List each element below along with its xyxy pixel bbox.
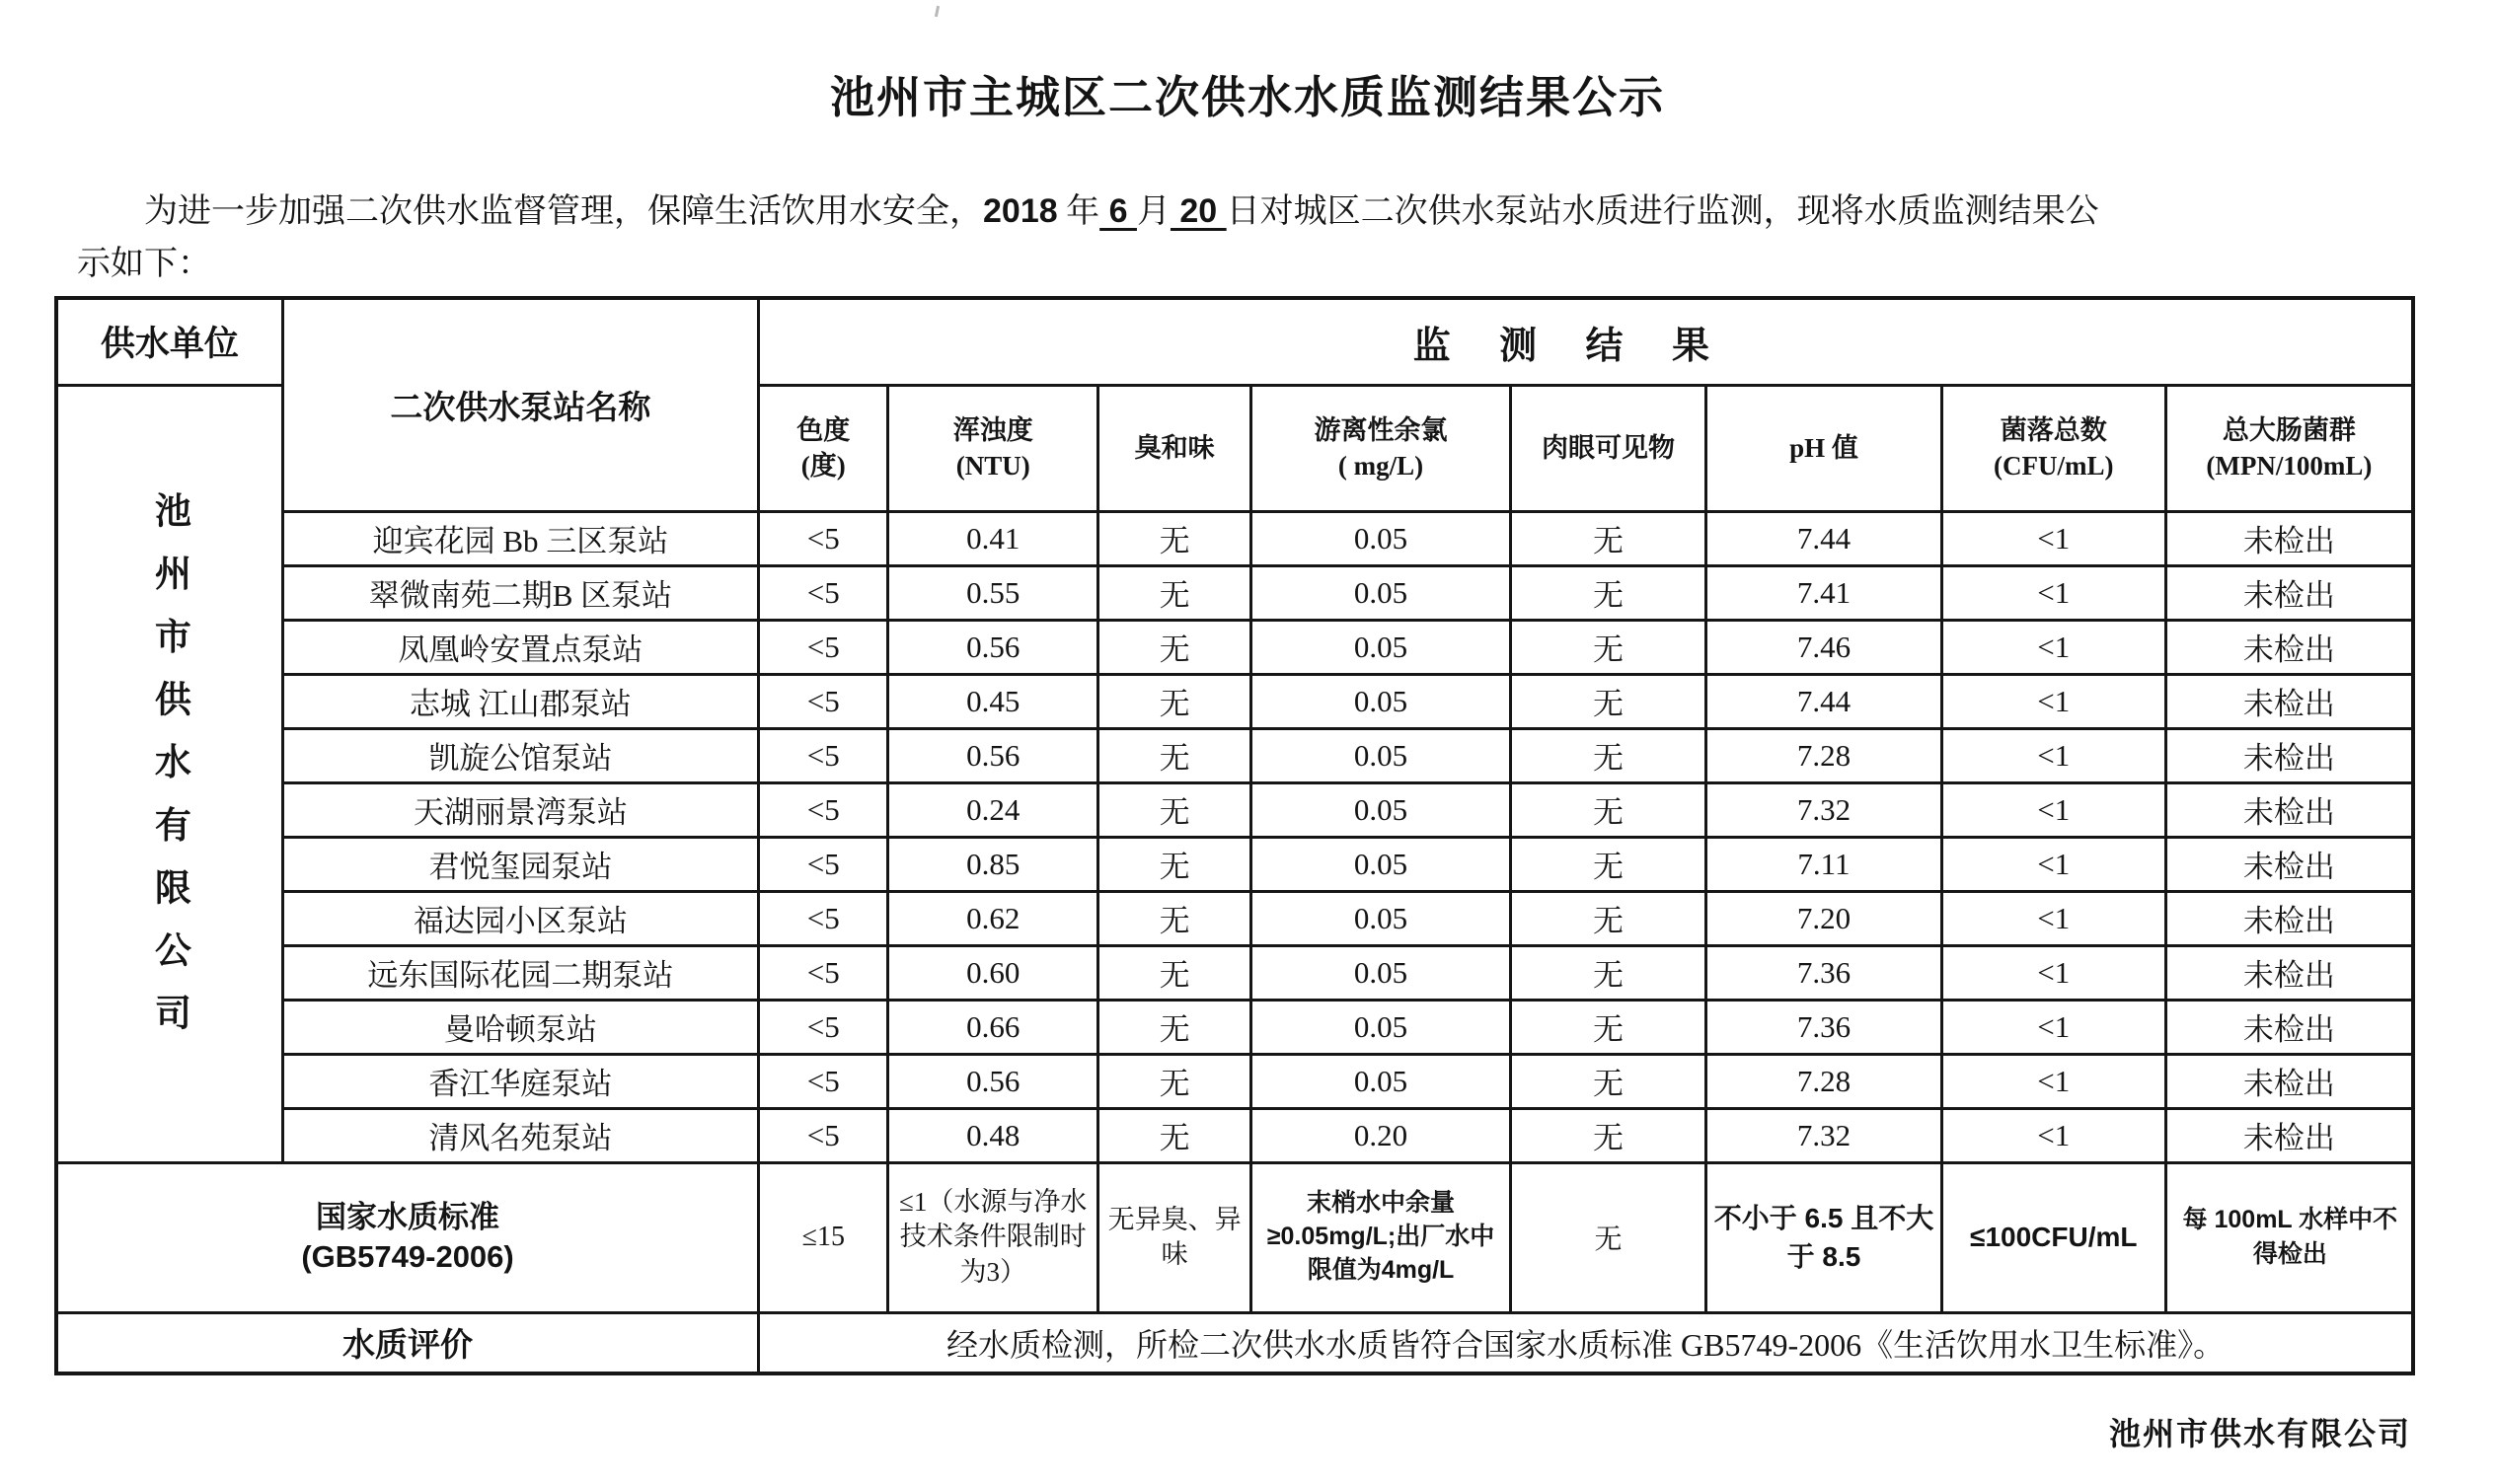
header-odor [1097,385,1250,511]
colony-value-cell: <1 [1941,1000,2165,1054]
ph-value-cell: 7.32 [1706,782,1942,837]
header-chlorine-line1: 游离性余氯 [1314,414,1448,445]
ph-value-cell: 7.44 [1706,674,1942,728]
coliform-value-cell: 未检出 [2165,945,2413,1000]
intro-day: 20 [1170,192,1227,230]
colorimetry-value-cell: <5 [759,1000,888,1054]
chlorine-value-cell: 0.05 [1251,945,1511,1000]
colorimetry-value-cell: <5 [759,511,888,565]
colorimetry-value-cell: <5 [759,1108,888,1162]
coliform-value-cell: 未检出 [2165,1054,2413,1108]
ph-value-cell: 7.11 [1706,837,1942,891]
chlorine-value-cell: 0.05 [1251,565,1511,620]
standard-colorimetry: ≤15 [759,1162,888,1312]
standard-odor: 无异臭、异味 [1097,1162,1250,1312]
colorimetry-value-cell: <5 [759,620,888,674]
turbidity-value-cell: 0.85 [888,837,1098,891]
station-name-cell: 曼哈顿泵站 [282,1000,758,1054]
chlorine-value-cell: 0.20 [1251,1108,1511,1162]
visible-value-cell: 无 [1510,620,1705,674]
header-odor-line1: 臭和味 [1134,432,1215,463]
odor-value-cell: 无 [1097,674,1250,728]
turbidity-value-cell: 0.45 [888,674,1098,728]
national-standard-row [56,1162,2413,1312]
colony-value-cell: <1 [1941,511,2165,565]
coliform-value-cell: 未检出 [2165,728,2413,782]
intro-month: 6 [1099,192,1137,230]
evaluation-text: 经水质检测，所检二次供水水质皆符合国家水质标准 GB5749-2006《生活饮用水卫生标准》。 [759,1312,2413,1373]
header-colony-line1: 菌落总数 [2000,414,2107,445]
evaluation-label: 水质评价 [56,1312,759,1373]
header-coliform-line1: 总大肠菌群 [2222,414,2356,445]
table-row [56,674,2413,728]
header-row-1 [56,298,2413,385]
intro-prefix: 为进一步加强二次供水监督管理，保障生活饮用水安全， [144,193,983,230]
odor-value-cell: 无 [1097,1108,1250,1162]
colony-value-cell: <1 [1941,782,2165,837]
intro-month-unit: 月 [1136,193,1171,230]
chlorine-value-cell: 0.05 [1251,1054,1511,1108]
table-row [56,511,2413,565]
colorimetry-value-cell: <5 [759,837,888,891]
station-name-cell: 福达园小区泵站 [282,891,758,945]
colony-value-cell: <1 [1941,1108,2165,1162]
turbidity-value-cell: 0.56 [888,620,1098,674]
ph-value-cell: 7.28 [1706,728,1942,782]
chlorine-value-cell: 0.05 [1251,837,1511,891]
header-coliform-line2: (MPN/100mL) [2206,451,2373,481]
scan-artifact [935,6,940,17]
intro-line-2: 示如下： [77,245,211,282]
coliform-value-cell: 未检出 [2165,565,2413,620]
table-row [56,620,2413,674]
evaluation-row [56,1312,2413,1373]
company-signature: 池州市供水有限公司 [2108,1416,2411,1451]
odor-value-cell: 无 [1097,620,1250,674]
colony-value-cell: <1 [1941,945,2165,1000]
odor-value-cell: 无 [1097,1054,1250,1108]
header-station-name: 二次供水泵站名称 [282,298,758,511]
ph-value-cell: 7.28 [1706,1054,1942,1108]
monitoring-results-table [54,296,2415,1375]
table-row [56,1108,2413,1162]
table-row [56,891,2413,945]
page-title: 池州市主城区二次供水水质监测结果公示 [829,72,1665,122]
visible-value-cell: 无 [1510,728,1705,782]
header-supply-unit: 供水单位 [56,298,282,385]
header-residual-chlorine [1251,385,1511,511]
chlorine-value-cell: 0.05 [1251,891,1511,945]
table-row [56,837,2413,891]
colorimetry-value-cell: <5 [759,728,888,782]
chlorine-value-cell: 0.05 [1251,782,1511,837]
turbidity-value-cell: 0.62 [888,891,1098,945]
colorimetry-value-cell: <5 [759,1054,888,1108]
chlorine-value-cell: 0.05 [1251,620,1511,674]
intro-paragraph [77,186,2446,290]
header-ph-line1: pH 值 [1789,432,1858,463]
standard-coliform: 每 100mL 水样中不得检出 [2165,1162,2413,1312]
coliform-value-cell: 未检出 [2165,1000,2413,1054]
coliform-value-cell: 未检出 [2165,620,2413,674]
visible-value-cell: 无 [1510,782,1705,837]
header-colorimetry-line2: (度) [800,451,846,481]
station-name-cell: 凤凰岭安置点泵站 [282,620,758,674]
chlorine-value-cell: 0.05 [1251,674,1511,728]
odor-value-cell: 无 [1097,837,1250,891]
turbidity-value-cell: 0.56 [888,728,1098,782]
visible-value-cell: 无 [1510,674,1705,728]
odor-value-cell: 无 [1097,782,1250,837]
chlorine-value-cell: 0.05 [1251,728,1511,782]
standard-colony: ≤100CFU/mL [1941,1162,2165,1312]
header-turbidity-line2: (NTU) [955,451,1030,481]
visible-value-cell: 无 [1510,1108,1705,1162]
table-row [56,945,2413,1000]
station-name-cell: 凯旋公馆泵站 [282,728,758,782]
turbidity-value-cell: 0.41 [888,511,1098,565]
colony-value-cell: <1 [1941,891,2165,945]
station-name-cell: 清风名苑泵站 [282,1108,758,1162]
table-row [56,1000,2413,1054]
header-coliform [2165,385,2413,511]
coliform-value-cell: 未检出 [2165,674,2413,728]
turbidity-value-cell: 0.55 [888,565,1098,620]
table-row [56,728,2413,782]
header-turbidity [888,385,1098,511]
header-turbidity-line1: 浑浊度 [952,414,1033,445]
ph-value-cell: 7.44 [1706,511,1942,565]
ph-value-cell: 7.20 [1706,891,1942,945]
standard-turbidity: ≤1（水源与净水技术条件限制时为3） [888,1162,1098,1312]
header-visible-line1: 肉眼可见物 [1541,432,1675,463]
colony-value-cell: <1 [1941,1054,2165,1108]
station-name-cell: 香江华庭泵站 [282,1054,758,1108]
turbidity-value-cell: 0.66 [888,1000,1098,1054]
header-ph [1706,385,1942,511]
supply-company-vertical-text: 池州市供水有限公司 [149,490,190,1057]
visible-value-cell: 无 [1510,565,1705,620]
standard-label-cell [56,1162,759,1312]
turbidity-value-cell: 0.48 [888,1108,1098,1162]
table-row [56,782,2413,837]
colorimetry-value-cell: <5 [759,565,888,620]
colony-value-cell: <1 [1941,837,2165,891]
intro-day-suffix: 日对城区二次供水泵站水质进行监测，现将水质监测结果公 [1226,193,2099,230]
header-colorimetry [759,385,888,511]
header-visible-matter [1510,385,1705,511]
colony-value-cell: <1 [1941,674,2165,728]
station-name-cell: 志城 江山郡泵站 [282,674,758,728]
colony-value-cell: <1 [1941,728,2165,782]
visible-value-cell: 无 [1510,1054,1705,1108]
coliform-value-cell: 未检出 [2165,1108,2413,1162]
standard-chlorine: 末梢水中余量≥0.05mg/L;出厂水中限值为4mg/L [1251,1162,1511,1312]
visible-value-cell: 无 [1510,511,1705,565]
odor-value-cell: 无 [1097,891,1250,945]
odor-value-cell: 无 [1097,945,1250,1000]
turbidity-value-cell: 0.56 [888,1054,1098,1108]
colony-value-cell: <1 [1941,620,2165,674]
station-name-cell: 天湖丽景湾泵站 [282,782,758,837]
table-row [56,1054,2413,1108]
station-name-cell: 翠微南苑二期B 区泵站 [282,565,758,620]
odor-value-cell: 无 [1097,1000,1250,1054]
standard-label-line1: 国家水质标准 [316,1199,500,1234]
supply-company-cell [56,385,282,1162]
colorimetry-value-cell: <5 [759,674,888,728]
header-colony-line2: (CFU/mL) [1994,451,2114,481]
odor-value-cell: 无 [1097,728,1250,782]
chlorine-value-cell: 0.05 [1251,1000,1511,1054]
standard-visible: 无 [1510,1162,1705,1312]
coliform-value-cell: 未检出 [2165,837,2413,891]
ph-value-cell: 7.36 [1706,945,1942,1000]
header-colorimetry-line1: 色度 [796,414,851,445]
header-monitoring-results: 监测结果 [759,298,2413,385]
visible-value-cell: 无 [1510,891,1705,945]
chlorine-value-cell: 0.05 [1251,511,1511,565]
intro-line-1 [77,186,2446,239]
coliform-value-cell: 未检出 [2165,511,2413,565]
standard-ph: 不小于 6.5 且不大于 8.5 [1706,1162,1942,1312]
turbidity-value-cell: 0.24 [888,782,1098,837]
standard-label-line2: (GB5749-2006) [301,1239,514,1274]
intro-year-unit: 年 [1057,193,1100,230]
colorimetry-value-cell: <5 [759,782,888,837]
turbidity-value-cell: 0.60 [888,945,1098,1000]
colorimetry-value-cell: <5 [759,891,888,945]
odor-value-cell: 无 [1097,511,1250,565]
intro-year: 2018 [983,192,1058,230]
ph-value-cell: 7.41 [1706,565,1942,620]
visible-value-cell: 无 [1510,1000,1705,1054]
table-row [56,565,2413,620]
station-name-cell: 远东国际花园二期泵站 [282,945,758,1000]
ph-value-cell: 7.46 [1706,620,1942,674]
ph-value-cell: 7.32 [1706,1108,1942,1162]
station-name-cell: 君悦玺园泵站 [282,837,758,891]
colorimetry-value-cell: <5 [759,945,888,1000]
colony-value-cell: <1 [1941,565,2165,620]
header-colony-count [1941,385,2165,511]
visible-value-cell: 无 [1510,837,1705,891]
coliform-value-cell: 未检出 [2165,891,2413,945]
visible-value-cell: 无 [1510,945,1705,1000]
ph-value-cell: 7.36 [1706,1000,1942,1054]
station-name-cell: 迎宾花园 Bb 三区泵站 [282,511,758,565]
coliform-value-cell: 未检出 [2165,782,2413,837]
odor-value-cell: 无 [1097,565,1250,620]
header-chlorine-line2: ( mg/L) [1337,451,1424,481]
